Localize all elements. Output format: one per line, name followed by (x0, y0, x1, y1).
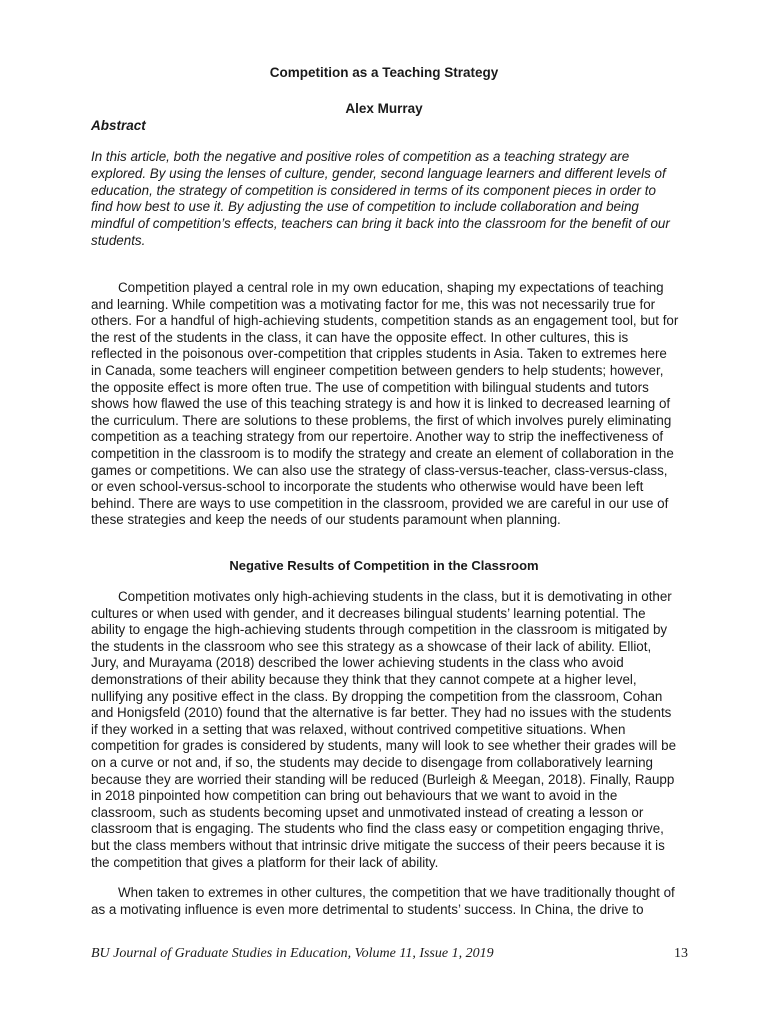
article-title: Competition as a Teaching Strategy (269, 65, 499, 80)
page-number: 13 (674, 946, 688, 961)
footer-journal-citation: BU Journal of Graduate Studies in Education, Volume 11, Issue 1, 2019 (91, 946, 494, 961)
body-paragraph: Competition motivates only high-achieving students in the class, but it is demotivating in other cultures or when used with gender, and it decreases bilingual students’ learning potential. The ability to engage the high-achieving students through competition in the classroom is mitigated by the students in the classroom who see this strategy as a showcase of their lack of ability. Elliot, Jury, and Murayama (2018) described the lower achieving students in the class who avoid demonstrations of their ability because they think that they cannot compete at a higher level, nullifying any positive effect in the class. By dropping the competition from the classroom, Cohan and Honigsfeld (2010) found that the alternative is far better. They had no issues with the students if they worked in a setting that was relaxed, without contrived competitive situations. When competition for grades is considered by students, many will look to see whether their grades will be on a curve or not and, if so, the students may decide to disengage from collaboratively learning because they are worried their standing will be reduced (Burleigh & Meegan, 2018). Finally, Raupp in 2018 pinpointed how competition can bring out behaviours that we want to avoid in the classroom, such as students becoming upset and unmotivated instead of creating a lesson or classroom that is engaging. The students who find the class easy or competition engaging thrive, but the class members without that intrinsic drive mitigate the success of their peers because it is the competition that gives a platform for their lack of ability. (91, 589, 677, 870)
author-name: Alex Murray (345, 101, 423, 116)
body-paragraph: When taken to extremes in other cultures, the competition that we have traditionally thought of as a motivating influence is even more detrimental to students’ success. In China, the drive to (91, 885, 675, 917)
abstract-text: In this article, both the negative and positive roles of competition as a teaching strategy are explored. By using the lenses of culture, gender, second language learners and different levels of education, the strategy of competition is considered in terms of its component pieces in order to find how best to use it. By adjusting the use of competition to include collaboration and being mindful of competition’s effects, teachers can bring it back into the classroom for the benefit of our students. (91, 149, 670, 248)
section-heading: Negative Results of Competition in the Classroom (229, 558, 539, 573)
abstract-heading: Abstract (91, 118, 146, 133)
intro-paragraph: Competition played a central role in my own education, shaping my expectations of teaching and learning. While competition was a motivating factor for me, this was not necessarily true for others. For a handful of high-achieving students, competition stands as an engagement tool, but for the rest of the students in the class, it can have the opposite effect. In other cultures, this is reflected in the poisonous over-competition that cripples students in Asia. Taken to extremes here in Canada, some teachers will engineer competition between genders to help students; however, the opposite effect is more often true. The use of competition with bilingual students and tutors shows how flawed the use of this teaching strategy is and how it is linked to decreased learning of the curriculum. There are solutions to these problems, the first of which involves purely eliminating competition as a teaching strategy from our repertoire. Another way to strip the ineffectiveness of competition in the classroom is to modify the strategy and create an element of collaboration in the games or competitions. We can also use the strategy of class-versus-teacher, class-versus-class, or even school-versus-school to incorporate the students who otherwise would have been left behind. There are ways to use competition in the classroom, provided we are careful in our use of these strategies and keep the needs of our students paramount when planning. (91, 280, 679, 528)
